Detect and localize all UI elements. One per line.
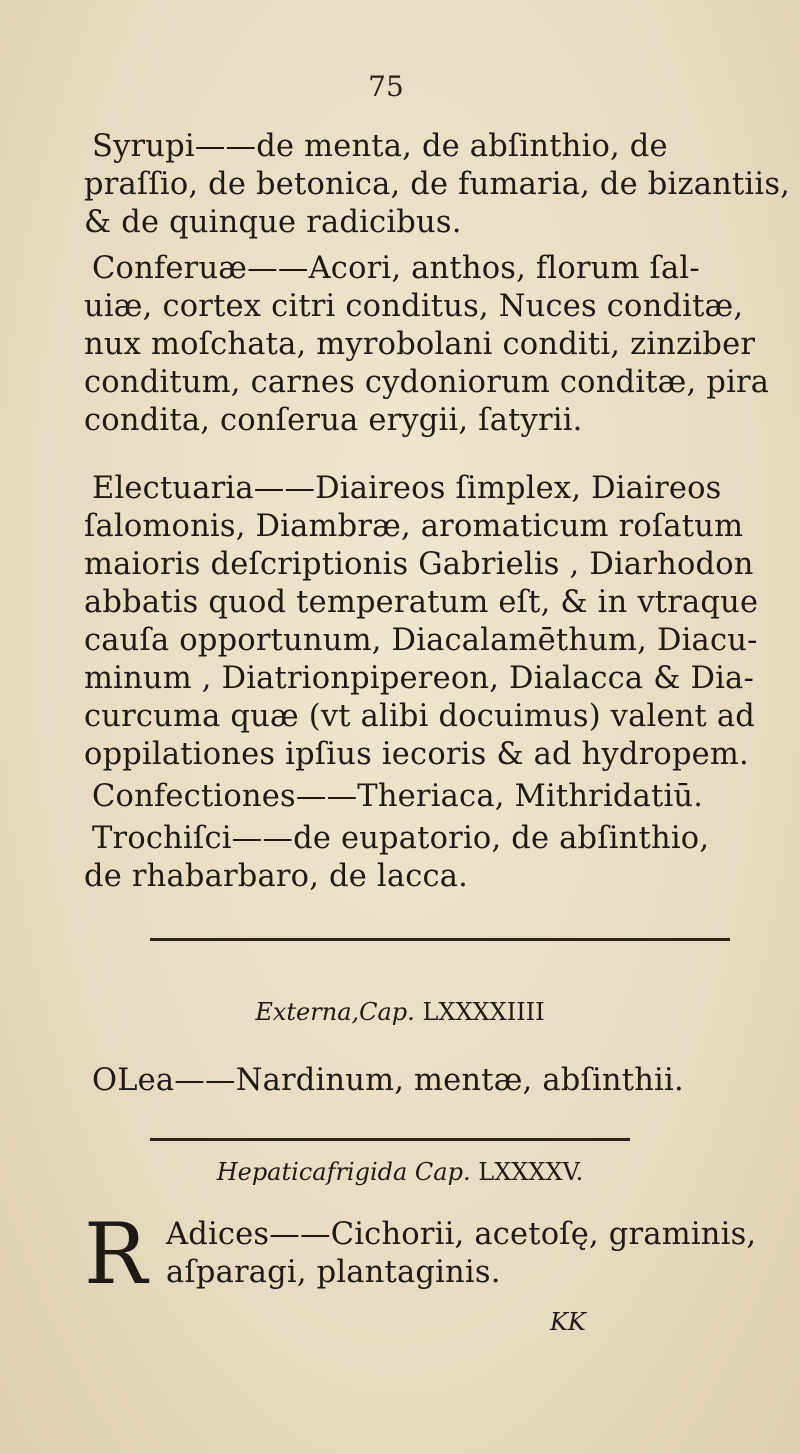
section-rule: [150, 1138, 630, 1141]
trochisci-paragraph: [84, 820, 744, 896]
text-line: Trochiſci——de eupatorio, de abſinthio,: [92, 821, 710, 856]
page-number: 75: [368, 70, 404, 103]
chapter-number: LXXXXV.: [478, 1158, 584, 1186]
conferuae-paragraph: [84, 250, 770, 440]
text-line: Adices——Cichorii, acetoſę, graminis,: [166, 1217, 757, 1252]
text-line: Electuaria——Diaireos ſimplex, Diaireos: [92, 471, 722, 506]
chapter-heading-italic: Externa,Cap.: [255, 998, 415, 1026]
text-line: Confectiones——Theriaca, Mithridatiū.: [92, 779, 704, 814]
section-rule: [150, 938, 730, 941]
text-line: uiæ, cortex citri conditus, Nuces conditæ,: [84, 289, 744, 324]
text-line: OLea——Nardinum, mentæ, abſinthii.: [92, 1063, 684, 1098]
text-line: minum , Diatrionpipereon, Dialacca & Dia-: [84, 661, 754, 696]
text-line: de rhabarbaro, de lacca.: [84, 859, 469, 894]
text-line: nux moſchata, myrobolani conditi, zinziber: [84, 327, 756, 362]
syrupi-paragraph: [84, 128, 791, 242]
text-line: oppilationes ipſius iecoris & ad hydropem.: [84, 737, 749, 772]
chapter-heading-italic: Hepaticafrigida Cap.: [216, 1158, 471, 1186]
text-line: Syrupi——de menta, de abſinthio, de: [92, 129, 668, 164]
text-line: & de quinque radicibus.: [84, 205, 462, 240]
text-line: aſparagi, plantaginis.: [166, 1255, 501, 1290]
electuaria-paragraph: [84, 470, 759, 774]
text-line: ſalomonis, Diambræ, aromaticum roſatum: [84, 509, 744, 544]
text-line: cauſa opportunum, Diacalamēthum, Diacu-: [84, 623, 758, 658]
text-line: praſſio, de betonica, de fumaria, de bizantiis,: [84, 167, 791, 202]
catchword: KK: [550, 1308, 586, 1336]
text-line: Conferuæ——Acori, anthos, florum ſal-: [92, 251, 700, 286]
confectiones-paragraph: [84, 778, 744, 816]
chapter-heading: [0, 1158, 800, 1186]
text-line: conditum, carnes cydoniorum conditæ, pira: [84, 365, 770, 400]
radices-paragraph: [166, 1216, 757, 1292]
chapter-heading: [0, 998, 800, 1026]
text-line: condita, conſerua erygii, ſatyrii.: [84, 403, 583, 438]
chapter-number: LXXXXIIII: [422, 998, 545, 1026]
olea-paragraph: [84, 1062, 744, 1100]
text-line: abbatis quod temperatum eſt, & in vtraque: [84, 585, 759, 620]
drop-cap: R: [84, 1205, 148, 1303]
text-line: maioris deſcriptionis Gabrielis , Diarhodon: [84, 547, 754, 582]
text-line: curcuma quæ (vt alibi docuimus) valent ad: [84, 699, 756, 734]
